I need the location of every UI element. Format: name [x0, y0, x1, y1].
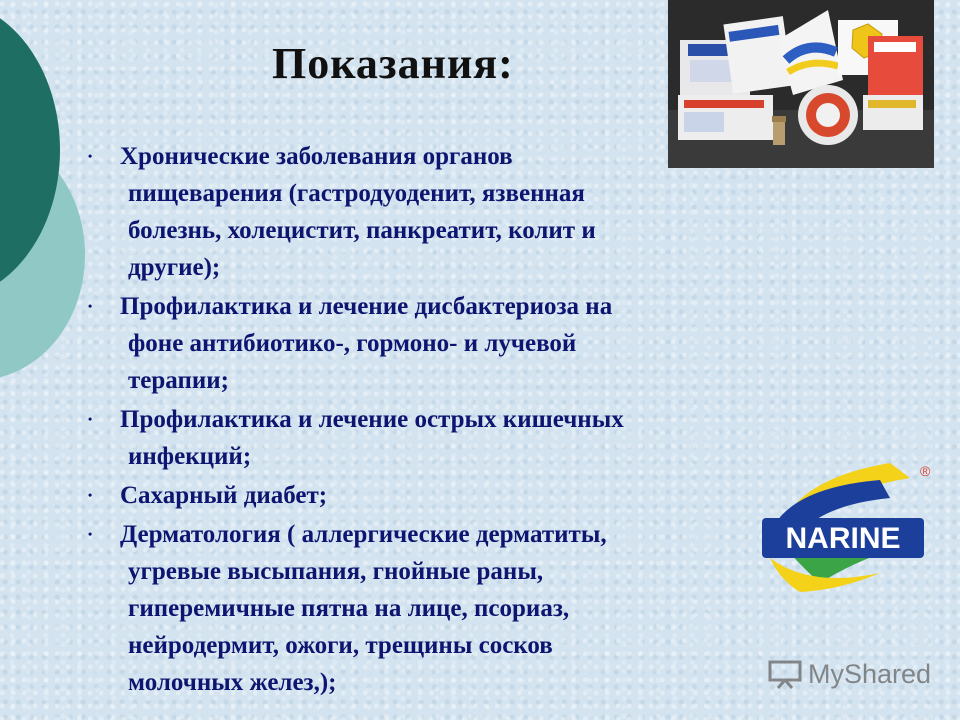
bullet: • [88, 412, 93, 426]
bullet: • [88, 488, 93, 502]
bullet-continuation: болезнь, холецистит, панкреатит, колит и [128, 217, 596, 244]
list-item [88, 477, 788, 514]
narine-logo [760, 458, 935, 598]
bullet-text: Хронические заболевания органов [120, 143, 513, 170]
watermark [768, 656, 931, 692]
bullet-continuation: молочных желез,); [128, 669, 337, 696]
logo-text: NARINE [785, 522, 901, 555]
bullet-continuation: инфекций; [128, 443, 252, 470]
bullet-text: Профилактика и лечение дисбактериоза на [120, 293, 613, 320]
bullet-continuation: другие); [128, 254, 221, 281]
decorative-circles [0, 0, 100, 400]
bullet-continuation: нейродермит, ожоги, трещины сосков [128, 632, 553, 659]
bullet-continuation: терапии; [128, 367, 229, 394]
bullet: • [88, 299, 93, 313]
bullet-text: Сахарный диабет; [120, 482, 328, 509]
bullet-continuation: пищеварения (гастродуоденит, язвенная [128, 180, 585, 207]
registered-mark: ® [920, 463, 931, 479]
bullet-continuation: фоне антибиотико-, гормоно- и лучевой [128, 330, 577, 357]
list-item [88, 138, 788, 286]
indications-list [88, 138, 788, 701]
list-item [88, 288, 788, 399]
list-item [88, 401, 788, 475]
slide-title: Показания: [272, 39, 514, 88]
bullet: • [88, 527, 93, 541]
bullet-continuation: гиперемичные пятна на лице, псориаз, [128, 595, 570, 622]
presentation-icon [768, 659, 802, 689]
watermark-text: MyShared [808, 658, 932, 689]
bullet-text: Профилактика и лечение острых кишечных [120, 406, 624, 433]
bullet-text: Дерматология ( аллергические дерматиты, [120, 521, 607, 548]
list-item [88, 516, 788, 701]
bullet: • [88, 149, 93, 163]
bullet-continuation: угревые высыпания, гнойные раны, [128, 558, 544, 585]
